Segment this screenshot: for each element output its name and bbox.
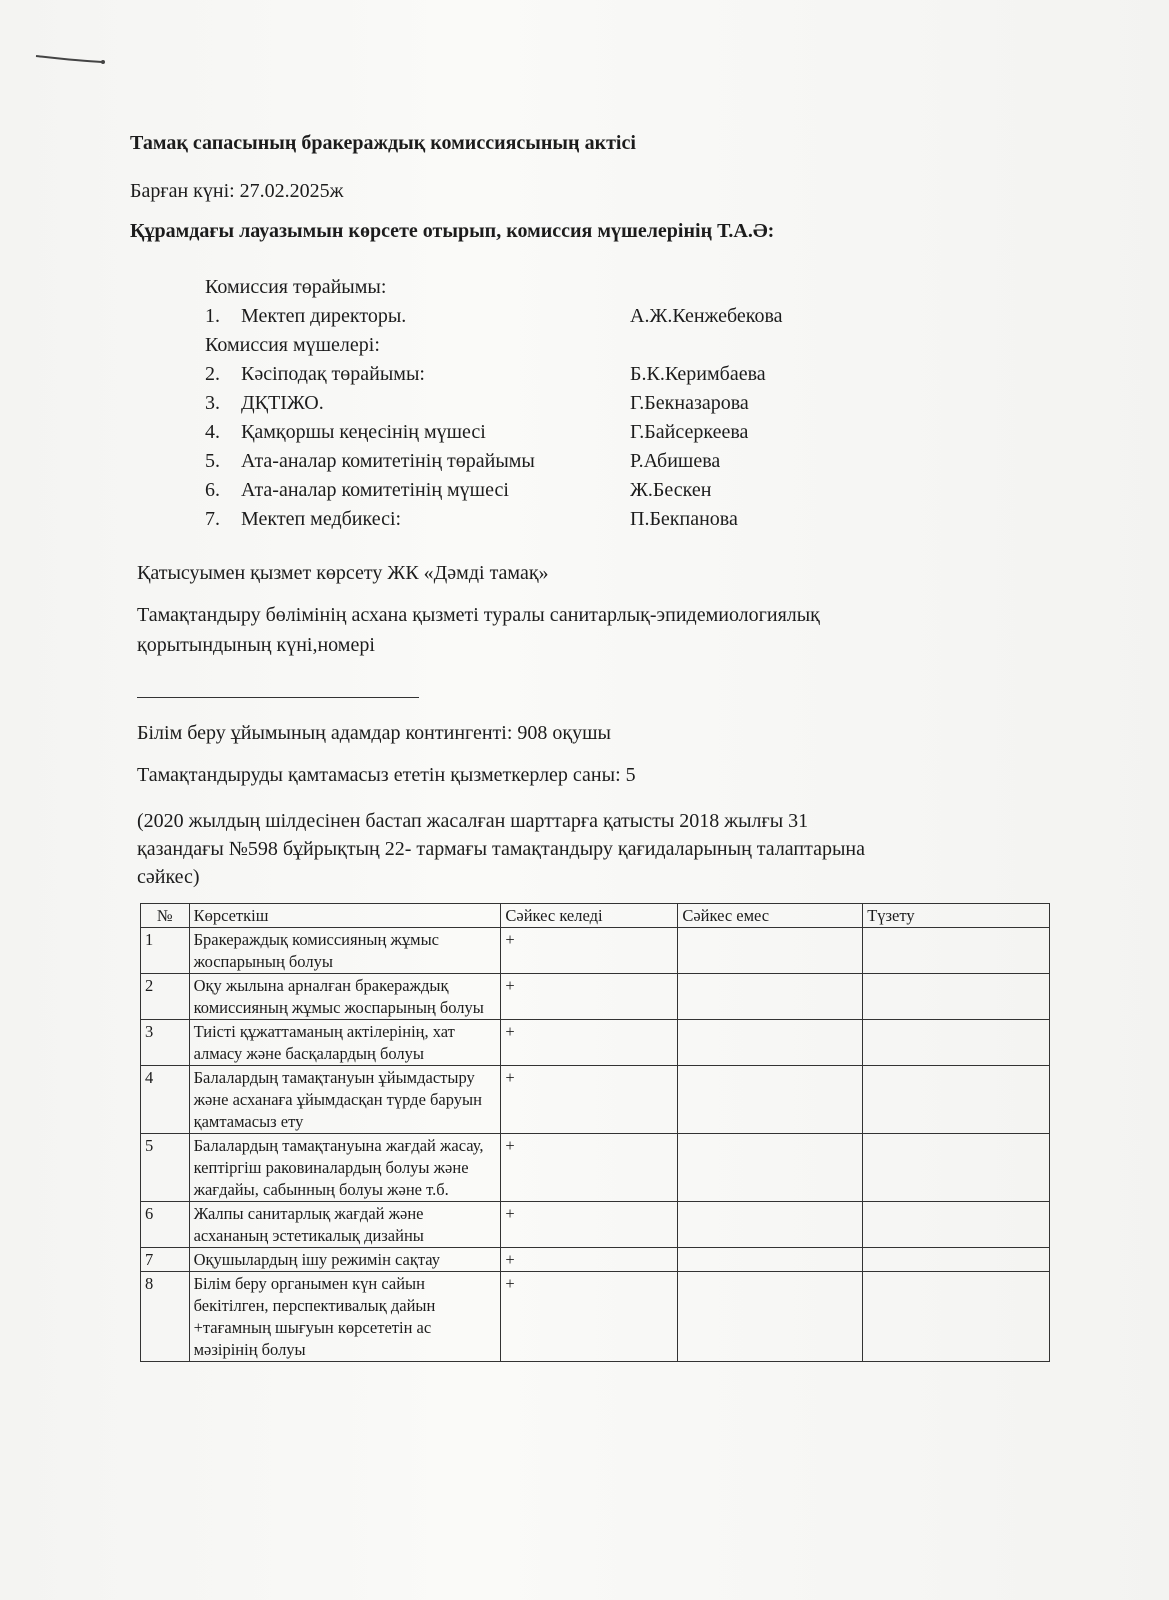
header-correction: Түзету bbox=[863, 904, 1050, 928]
row-indicator: Оқу жылына арналған бракераждық комиссияның жұмыс жоспарының болуы bbox=[189, 974, 501, 1020]
row-complies: + bbox=[501, 974, 678, 1020]
row-correction bbox=[863, 1066, 1050, 1134]
member-name: Ж.Бескен bbox=[630, 479, 712, 501]
member-name: А.Ж.Кенжебекова bbox=[630, 305, 783, 327]
table-row bbox=[141, 1134, 1050, 1202]
members-label: Комиссия мүшелері: bbox=[205, 334, 380, 356]
header-indicator: Көрсеткіш bbox=[189, 904, 501, 928]
row-not-complies bbox=[678, 1248, 863, 1272]
contingent-text: Білім беру ұйымының адамдар контингенті: 908 оқушы bbox=[137, 722, 611, 744]
row-complies: + bbox=[501, 1272, 678, 1362]
row-indicator: Оқушылардың ішу режимін сақтау bbox=[189, 1248, 501, 1272]
member-line bbox=[205, 505, 845, 534]
row-correction bbox=[863, 1202, 1050, 1248]
row-number: 1 bbox=[141, 928, 190, 974]
member-name: Г.Байсеркеева bbox=[630, 421, 749, 443]
members-heading: Құрамдағы лауазымын көрсете отырып, комиссия мүшелерінің Т.А.Ә: bbox=[130, 220, 775, 242]
participation-text: Қатысуымен қызмет көрсету ЖК «Дәмді тамақ» bbox=[137, 562, 549, 584]
sanitary-text-line-2: қорытындының күні,номері bbox=[137, 634, 375, 656]
row-correction bbox=[863, 1134, 1050, 1202]
regulation-text-line-3: сәйкес) bbox=[137, 866, 200, 888]
row-indicator: Жалпы санитарлық жағдай және асхананың эстетикалық дизайны bbox=[189, 1202, 501, 1248]
member-number: 7. bbox=[205, 508, 220, 530]
member-line bbox=[205, 360, 845, 389]
blank-fill-line bbox=[137, 697, 419, 698]
row-not-complies bbox=[678, 1066, 863, 1134]
member-role: Ата-аналар комитетінің төрайымы bbox=[241, 450, 535, 472]
row-complies: + bbox=[501, 1134, 678, 1202]
row-complies: + bbox=[501, 1020, 678, 1066]
header-not-complies: Сәйкес емес bbox=[678, 904, 863, 928]
row-indicator: Бракераждық комиссияның жұмыс жоспарының болуы bbox=[189, 928, 501, 974]
member-line bbox=[205, 302, 845, 331]
table-row bbox=[141, 1202, 1050, 1248]
document-title: Тамақ сапасының бракераждық комиссиясының актісі bbox=[130, 132, 636, 154]
member-name: Р.Абишева bbox=[630, 450, 721, 472]
member-role: Қамқоршы кеңесінің мүшесі bbox=[241, 421, 486, 443]
table-row bbox=[141, 1020, 1050, 1066]
member-number: 2. bbox=[205, 363, 220, 385]
header-number: № bbox=[141, 904, 190, 928]
row-complies: + bbox=[501, 928, 678, 974]
member-number: 1. bbox=[205, 305, 220, 327]
member-name: Г.Бекназарова bbox=[630, 392, 749, 414]
row-not-complies bbox=[678, 1272, 863, 1362]
inspection-table bbox=[140, 903, 1050, 1362]
table-row bbox=[141, 974, 1050, 1020]
row-not-complies bbox=[678, 1020, 863, 1066]
member-number: 4. bbox=[205, 421, 220, 443]
member-number: 3. bbox=[205, 392, 220, 414]
pen-stroke-mark bbox=[34, 52, 106, 66]
regulation-text-line-2: қазандағы №598 бұйрықтың 22- тармағы тамақтандыру қағидаларының талаптарына bbox=[137, 838, 865, 860]
row-number: 8 bbox=[141, 1272, 190, 1362]
member-role: Кәсіподақ төрайымы: bbox=[241, 363, 425, 385]
row-number: 7 bbox=[141, 1248, 190, 1272]
chair-label-line bbox=[205, 273, 845, 302]
members-label-line bbox=[205, 331, 845, 360]
row-number: 6 bbox=[141, 1202, 190, 1248]
row-complies: + bbox=[501, 1066, 678, 1134]
member-role: ДҚТІЖО. bbox=[241, 392, 324, 414]
table-row bbox=[141, 1248, 1050, 1272]
row-number: 3 bbox=[141, 1020, 190, 1066]
row-correction bbox=[863, 974, 1050, 1020]
member-number: 6. bbox=[205, 479, 220, 501]
row-number: 5 bbox=[141, 1134, 190, 1202]
member-role: Мектеп медбикесі: bbox=[241, 508, 402, 530]
row-not-complies bbox=[678, 1202, 863, 1248]
sanitary-text-line-1: Тамақтандыру бөлімінің асхана қызметі туралы санитарлық-эпидемиологиялық bbox=[137, 604, 820, 626]
row-correction bbox=[863, 1248, 1050, 1272]
row-complies: + bbox=[501, 1202, 678, 1248]
row-correction bbox=[863, 928, 1050, 974]
row-indicator: Білім беру органымен күн сайын бекітілген, перспективалық дайын +тағамның шығуын көрсететін ас мәзірінің болуы bbox=[189, 1272, 501, 1362]
table-row bbox=[141, 928, 1050, 974]
staff-count-text: Тамақтандыруды қамтамасыз ететін қызметкерлер саны: 5 bbox=[137, 764, 636, 786]
member-role: Мектеп директоры. bbox=[241, 305, 407, 327]
row-number: 4 bbox=[141, 1066, 190, 1134]
row-indicator: Балалардың тамақтануын ұйымдастыру және асханаға ұйымдасқан түрде баруын қамтамасыз ету bbox=[189, 1066, 501, 1134]
member-line bbox=[205, 418, 845, 447]
member-line bbox=[205, 389, 845, 418]
row-not-complies bbox=[678, 974, 863, 1020]
row-not-complies bbox=[678, 928, 863, 974]
row-not-complies bbox=[678, 1134, 863, 1202]
member-line bbox=[205, 447, 845, 476]
member-name: П.Бекпанова bbox=[630, 508, 738, 530]
row-indicator: Тиісті құжаттаманың актілерінің, хат алмасу және басқалардың болуы bbox=[189, 1020, 501, 1066]
member-role: Ата-аналар комитетінің мүшесі bbox=[241, 479, 509, 501]
member-name: Б.К.Керимбаева bbox=[630, 363, 766, 385]
member-number: 5. bbox=[205, 450, 220, 472]
row-indicator: Балалардың тамақтануына жағдай жасау, кептіргіш раковиналардың болуы және жағдайы, сабынның болуы және т.б. bbox=[189, 1134, 501, 1202]
chair-label: Комиссия төрайымы: bbox=[205, 276, 387, 298]
member-line bbox=[205, 476, 845, 505]
visit-date: Барған күні: 27.02.2025ж bbox=[130, 180, 344, 202]
row-number: 2 bbox=[141, 974, 190, 1020]
header-complies: Сәйкес келеді bbox=[501, 904, 678, 928]
commission-members bbox=[205, 273, 845, 534]
row-correction bbox=[863, 1020, 1050, 1066]
table-row bbox=[141, 1066, 1050, 1134]
row-correction bbox=[863, 1272, 1050, 1362]
regulation-text-line-1: (2020 жылдың шілдесінен бастап жасалған шарттарға қатысты 2018 жылғы 31 bbox=[137, 810, 809, 832]
table-header-row bbox=[141, 904, 1050, 928]
row-complies: + bbox=[501, 1248, 678, 1272]
table-row bbox=[141, 1272, 1050, 1362]
